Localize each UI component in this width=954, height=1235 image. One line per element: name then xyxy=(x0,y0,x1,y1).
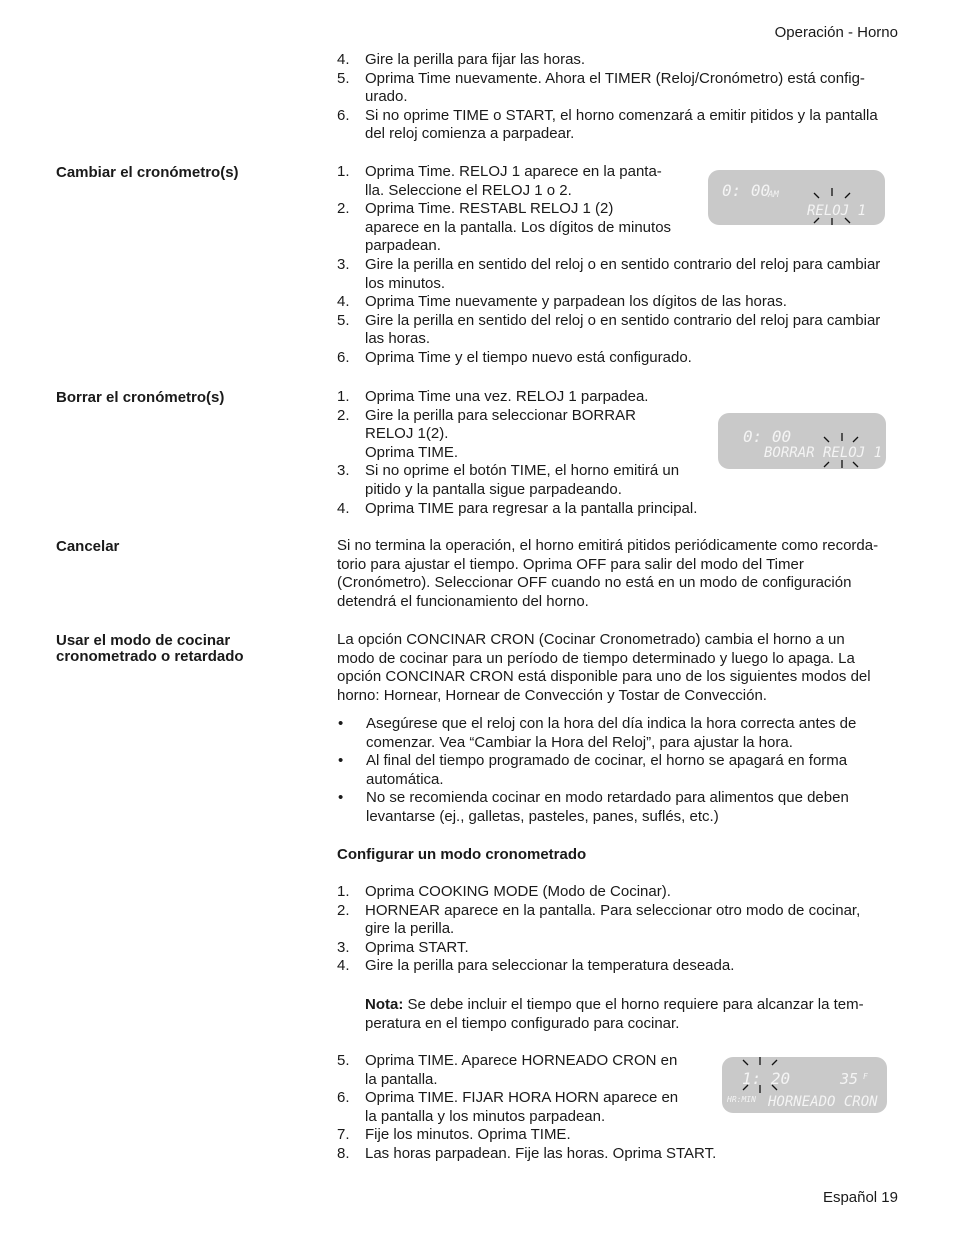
step-number: 2. xyxy=(337,901,350,919)
step-number: 4. xyxy=(337,293,350,311)
display-hrmin: HR:MIN xyxy=(727,1095,756,1104)
text-line: (Cronómetro). Seleccionar OFF cuando no está en un modo de configuración xyxy=(337,574,852,592)
step-number: 4. xyxy=(337,51,350,68)
step-text xyxy=(365,70,899,107)
page-header: Operación - Horno xyxy=(774,24,898,41)
list-item xyxy=(337,500,899,519)
bullet-text xyxy=(366,752,899,789)
list-item xyxy=(337,1126,899,1145)
step-text xyxy=(365,500,899,519)
display-time: 1: 20 xyxy=(742,1069,791,1088)
page-footer: Español 19 xyxy=(822,1189,898,1206)
step-number: 8. xyxy=(337,1144,350,1162)
bullet-item xyxy=(337,752,899,789)
text-line: Si no oprime el botón TIME, el horno emitirá un xyxy=(365,462,680,480)
heading-line: Usar el modo de cocinar xyxy=(56,632,231,649)
display-time: 0: 00 xyxy=(743,427,792,446)
text-line: Las horas parpadean. Fije las horas. Oprima START. xyxy=(365,1144,717,1162)
bullet-text xyxy=(366,789,899,826)
step-text xyxy=(365,1145,899,1164)
step-number: 5. xyxy=(337,69,350,87)
list-item xyxy=(337,1145,899,1164)
step-number: 1. xyxy=(337,163,350,180)
text-line: pitido y la pantalla sigue parpadeando. xyxy=(365,480,622,498)
text-line: opción CONCINAR CRON está disponible para uno de los siguientes modos del xyxy=(337,668,871,686)
display-horneado xyxy=(722,1057,887,1113)
display-ampm: AM xyxy=(768,190,779,200)
step-text xyxy=(365,107,899,144)
step-number: 3. xyxy=(337,255,350,273)
note-line: peratura en el tiempo configurado para cocinar. xyxy=(365,1014,680,1032)
text-line: Oprima Time. RESTABL RELOJ 1 (2) xyxy=(365,200,614,218)
heading-line: cronometrado o retardado xyxy=(56,648,244,665)
text-line: del reloj comienza a parpadear. xyxy=(365,125,575,143)
text-line: HORNEAR aparece en la pantalla. Para seleccionar otro modo de cocinar, xyxy=(365,901,861,919)
text-line: detendrá el funcionamiento del horno. xyxy=(337,592,589,610)
text-line: parpadean. xyxy=(365,237,441,255)
text-line: No se recomienda cocinar en modo retardado para alimentos que deben xyxy=(366,789,849,807)
step-text xyxy=(365,902,899,939)
bullet-icon: • xyxy=(338,752,344,770)
text-line: la pantalla. xyxy=(365,1070,438,1088)
list-item xyxy=(337,957,899,976)
text-line: los minutos. xyxy=(365,274,446,292)
text-line: gire la perilla. xyxy=(365,920,455,938)
heading-usar xyxy=(56,633,244,665)
subheading-configurar: Configurar un modo cronometrado xyxy=(337,846,587,863)
text-line: Asegúrese que el reloj con la hora del día indica la hora correcta antes de xyxy=(366,715,857,732)
step-number: 5. xyxy=(337,1052,350,1069)
step-number: 2. xyxy=(337,200,350,218)
step-text xyxy=(365,957,899,976)
usar-steps-a xyxy=(337,883,899,976)
text-line: Oprima TIME para regresar a la pantalla principal. xyxy=(365,499,698,517)
step-number: 4. xyxy=(337,957,350,975)
text-line: automática. xyxy=(366,770,444,788)
step-text xyxy=(365,293,899,312)
step-text xyxy=(365,349,899,368)
list-item xyxy=(337,883,899,902)
step-text xyxy=(365,256,899,293)
text-line: La opción CONCINAR CRON (Cocinar Cronometrado) cambia el horno a un xyxy=(337,631,845,648)
step-number: 5. xyxy=(337,311,350,329)
display-label: BORRAR RELOJ 1 xyxy=(764,445,883,461)
display-borrar xyxy=(718,413,886,469)
step-text xyxy=(365,312,899,349)
list-item xyxy=(337,349,899,368)
list-item xyxy=(337,256,899,293)
text-line: comenzar. Vea “Cambiar la Hora del Reloj”, para ajustar la hora. xyxy=(366,733,793,751)
usar-bullets xyxy=(337,715,899,827)
step-number: 2. xyxy=(337,406,350,424)
step-number: 6. xyxy=(337,348,350,366)
text-line: Al final del tiempo programado de cocinar, el horno se apagará en forma xyxy=(366,752,848,770)
text-line: Oprima TIME. Aparece HORNEADO CRON en xyxy=(365,1052,678,1069)
bullet-item xyxy=(337,715,899,752)
text-line: horno: Hornear, Hornear de Convección y Tostar de Convección. xyxy=(337,686,767,704)
list-item xyxy=(337,312,899,349)
step-number: 1. xyxy=(337,883,350,900)
step-text xyxy=(365,883,899,902)
text-line: la pantalla y los minutos parpadean. xyxy=(365,1107,606,1125)
text-line: Si no termina la operación, el horno emitirá pitidos periódicamente como recorda- xyxy=(337,537,879,554)
step-text xyxy=(365,939,899,958)
text-line: Oprima Time y el tiempo nuevo está configurado. xyxy=(365,348,692,366)
note-label: Nota: xyxy=(365,996,404,1013)
list-item xyxy=(337,70,899,107)
note-text: Se debe incluir el tiempo que el horno requiere para alcanzar la tem- xyxy=(403,996,864,1013)
heading-cancelar: Cancelar xyxy=(56,538,120,555)
list-item xyxy=(337,388,899,407)
text-line: Oprima Time nuevamente. Ahora el TIMER (Reloj/Cronómetro) está config- xyxy=(365,69,865,87)
text-line: Gire la perilla para seleccionar la temperatura deseada. xyxy=(365,957,735,975)
step-text xyxy=(365,1126,899,1145)
usar-intro xyxy=(337,631,902,705)
heading-borrar: Borrar el cronómetro(s) xyxy=(56,389,225,406)
text-line: Si no oprime TIME o START, el horno comenzará a emitir pitidos y la pantalla xyxy=(365,106,878,124)
bullet-icon: • xyxy=(338,789,344,807)
step-number: 1. xyxy=(337,388,350,405)
text-line: RELOJ 1(2). xyxy=(365,425,449,443)
list-item xyxy=(337,939,899,958)
display-temp: 35 xyxy=(840,1070,859,1088)
text-line: Fije los minutos. Oprima TIME. xyxy=(365,1126,571,1144)
text-line: levantarse (ej., galletas, pasteles, panes, suflés, etc.) xyxy=(366,807,719,825)
note xyxy=(365,996,905,1033)
list-item xyxy=(337,107,899,144)
text-line: Oprima Time una vez. RELOJ 1 parpadea. xyxy=(365,388,649,405)
text-line: lla. Seleccione el RELOJ 1 o 2. xyxy=(365,181,572,199)
bullet-icon: • xyxy=(338,715,344,732)
list-item xyxy=(337,902,899,939)
step-text xyxy=(365,388,899,407)
intro-steps xyxy=(337,51,899,144)
text-line: Oprima Time. RELOJ 1 aparece en la panta- xyxy=(365,163,662,180)
heading-cambiar: Cambiar el cronómetro(s) xyxy=(56,164,239,181)
text-line: modo de cocinar para un período de tiempo determinado y luego lo apaga. La xyxy=(337,649,855,667)
display-reloj xyxy=(708,170,885,225)
bullet-text xyxy=(366,715,899,752)
display-label: RELOJ 1 xyxy=(807,203,867,219)
text-line: Oprima START. xyxy=(365,938,469,956)
display-unit: F xyxy=(863,1072,868,1081)
text-line: Oprima TIME. FIJAR HORA HORN aparece en xyxy=(365,1089,679,1107)
display-time: 0: 00 xyxy=(722,181,771,200)
step-number: 6. xyxy=(337,106,350,124)
cancelar-text xyxy=(337,537,902,611)
step-number: 3. xyxy=(337,938,350,956)
bullet-item xyxy=(337,789,899,826)
list-item xyxy=(337,51,899,70)
text-line: Gire la perilla para fijar las horas. xyxy=(365,51,586,68)
step-text xyxy=(365,51,899,70)
text-line: Oprima TIME. xyxy=(365,443,459,461)
text-line: Oprima COOKING MODE (Modo de Cocinar). xyxy=(365,883,671,900)
text-line: Gire la perilla en sentido del reloj o en sentido contrario del reloj para cambiar xyxy=(365,311,881,329)
text-line: torio para ajustar el tiempo. Oprima OFF para salir del modo del Timer xyxy=(337,555,804,573)
list-item xyxy=(337,293,899,312)
text-line: Gire la perilla para seleccionar BORRAR xyxy=(365,406,636,424)
note-line xyxy=(365,996,905,1015)
text-line: Gire la perilla en sentido del reloj o en sentido contrario del reloj para cambiar xyxy=(365,255,881,273)
text-line: las horas. xyxy=(365,330,431,348)
display-label: HORNEADO CRON xyxy=(768,1094,878,1110)
text-line: Oprima Time nuevamente y parpadean los dígitos de las horas. xyxy=(365,293,787,311)
step-number: 4. xyxy=(337,499,350,517)
step-number: 3. xyxy=(337,462,350,480)
step-number: 7. xyxy=(337,1126,350,1144)
text-line: aparece en la pantalla. Los dígitos de minutos xyxy=(365,218,672,236)
text-line: urado. xyxy=(365,88,408,106)
step-number: 6. xyxy=(337,1089,350,1107)
